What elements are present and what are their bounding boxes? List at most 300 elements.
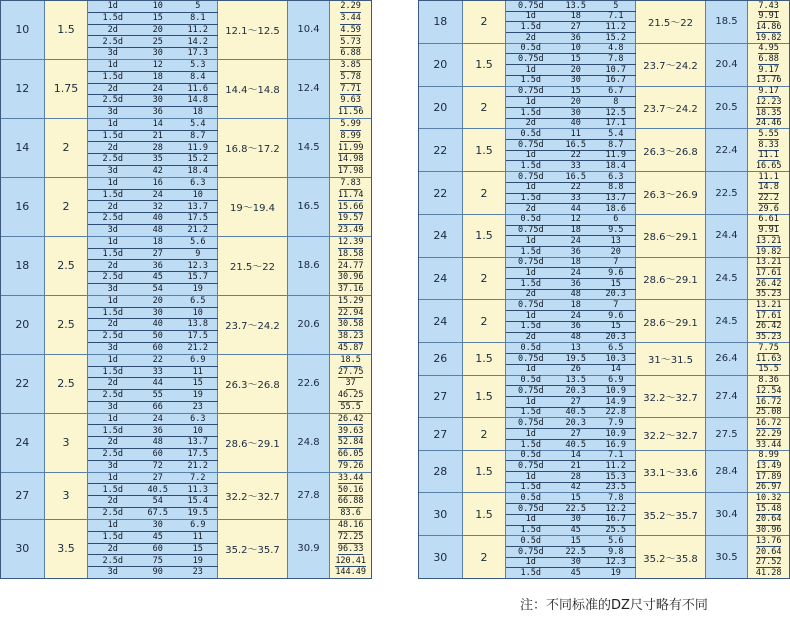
nominal-size-cell: 22 [1, 355, 45, 413]
dz-size-cell: 24.8 [288, 414, 331, 472]
depth-multiple-cell: 1d [525, 396, 536, 407]
depth-multiple-cell: 1d [525, 96, 536, 107]
depth-spec-row [88, 166, 218, 177]
nominal-size-cell: 30 [419, 493, 463, 535]
value-column [330, 1, 371, 59]
depth-length-cell: 36 [570, 246, 581, 257]
depth-length-cell: 33 [570, 161, 581, 172]
depth-value-cell: 11.2 [605, 460, 627, 471]
depth-spec-column [506, 536, 636, 578]
tolerance-range-cell: 35.2～35.7 [636, 493, 705, 535]
table-row-group [1, 473, 371, 520]
depth-multiple-cell: 2.5d [102, 272, 124, 283]
depth-length-cell: 22 [570, 182, 581, 193]
depth-spec-row [506, 76, 636, 86]
depth-spec-row [88, 107, 218, 118]
value-column [330, 178, 371, 236]
depth-length-cell: 12 [152, 60, 163, 71]
depth-value-cell: 12.3 [605, 557, 627, 568]
pitch-cell: 1.5 [463, 44, 507, 86]
depth-spec-column [88, 1, 218, 59]
depth-spec-row [506, 343, 636, 354]
depth-spec-row [88, 36, 218, 48]
depth-multiple-cell: 1d [525, 471, 536, 482]
nominal-size-cell: 30 [1, 520, 45, 578]
depth-value-cell: 10.9 [605, 428, 627, 439]
depth-length-cell: 25 [152, 36, 163, 47]
nominal-size-cell: 27 [419, 376, 463, 418]
depth-length-cell: 11 [570, 128, 581, 139]
value-cell: 83.6 [340, 508, 361, 519]
depth-spec-column [88, 237, 218, 295]
value-cell: 8.33 [758, 139, 779, 150]
depth-multiple-cell: 2d [107, 543, 118, 554]
depth-value-cell: 10.7 [605, 64, 627, 75]
depth-value-cell: 10 [192, 425, 203, 436]
dz-size-cell: 28.4 [706, 451, 749, 493]
depth-length-cell: 44 [152, 378, 163, 389]
depth-length-cell: 30 [152, 95, 163, 106]
tolerance-range-cell: 32.2～32.7 [218, 473, 287, 519]
value-cell: 9.91 [758, 11, 779, 22]
tolerance-range-cell: 28.6～29.1 [636, 258, 705, 300]
depth-spec-row [88, 532, 218, 544]
dz-size-cell: 30.9 [288, 520, 331, 578]
depth-spec-row [506, 279, 636, 290]
value-cell: 55.5 [340, 402, 361, 413]
depth-length-cell: 40.5 [565, 439, 587, 450]
depth-length-cell: 24 [152, 189, 163, 200]
value-cell: 5.99 [340, 119, 361, 130]
table-row-group [419, 87, 789, 130]
value-cell: 11.56 [337, 107, 364, 118]
depth-spec-row [506, 140, 636, 151]
value-cell: 6.88 [340, 48, 361, 59]
depth-spec-column [88, 414, 218, 472]
depth-spec-row [506, 119, 636, 129]
depth-value-cell: 23 [192, 402, 203, 413]
depth-value-cell: 8.8 [608, 182, 624, 193]
value-column [330, 473, 371, 519]
depth-length-cell: 48 [570, 289, 581, 300]
table-row-group [1, 119, 371, 178]
value-cell: 15.48 [755, 503, 782, 514]
depth-value-cell: 5.4 [608, 128, 624, 139]
dz-size-cell: 27.4 [706, 376, 749, 418]
table-row-group [1, 520, 371, 578]
depth-multiple-cell: 2d [107, 260, 118, 271]
depth-spec-column [506, 451, 636, 493]
depth-spec-row [88, 154, 218, 166]
depth-spec-row [506, 547, 636, 558]
depth-multiple-cell: 2d [525, 32, 536, 43]
value-column [748, 44, 789, 86]
depth-value-cell: 13.8 [187, 319, 209, 330]
depth-value-cell: 8.7 [608, 139, 624, 150]
depth-value-cell: 5.6 [190, 236, 206, 247]
pitch-cell: 2.5 [45, 237, 89, 295]
tolerance-range-cell: 12.1～12.5 [218, 1, 287, 59]
depth-multiple-cell: 0.5d [520, 375, 542, 386]
depth-multiple-cell: 2.5d [102, 95, 124, 106]
depth-length-cell: 24 [570, 267, 581, 278]
depth-length-cell: 28 [570, 471, 581, 482]
value-cell: 4.59 [340, 24, 361, 35]
value-cell: 22.2 [758, 193, 779, 204]
depth-multiple-cell: 0.75d [517, 418, 544, 428]
depth-multiple-cell: 2.5d [102, 449, 124, 460]
depth-spec-row [88, 284, 218, 295]
value-column [748, 536, 789, 578]
depth-value-cell: 19 [192, 390, 203, 401]
pitch-cell: 2 [463, 1, 507, 43]
value-cell: 8.99 [758, 450, 779, 461]
depth-spec-row [88, 25, 218, 37]
value-column [748, 129, 789, 171]
depth-multiple-cell: 1.5d [520, 482, 542, 493]
depth-length-cell: 19.5 [565, 353, 587, 364]
depth-value-cell: 19 [192, 555, 203, 566]
nominal-size-cell: 24 [419, 215, 463, 257]
depth-spec-row [88, 367, 218, 379]
depth-length-cell: 18 [570, 257, 581, 268]
pitch-cell: 1.5 [45, 1, 89, 59]
depth-length-cell: 15 [570, 86, 581, 97]
depth-length-cell: 60 [152, 449, 163, 460]
depth-multiple-cell: 2d [107, 24, 118, 35]
depth-length-cell: 20 [152, 295, 163, 306]
depth-multiple-cell: 1d [525, 267, 536, 278]
depth-length-cell: 24 [152, 83, 163, 94]
pitch-cell: 2.5 [45, 355, 89, 413]
nominal-size-cell: 24 [1, 414, 45, 472]
depth-length-cell: 48 [152, 437, 163, 448]
depth-value-cell: 5.3 [190, 60, 206, 71]
depth-value-cell: 20 [610, 246, 621, 257]
value-cell: 15.5 [758, 364, 779, 375]
depth-multiple-cell: 1d [107, 177, 118, 188]
depth-length-cell: 18 [570, 225, 581, 236]
table-row-group [419, 451, 789, 494]
depth-value-cell: 19 [192, 284, 203, 295]
depth-value-cell: 17.5 [187, 331, 209, 342]
depth-length-cell: 21 [152, 130, 163, 141]
depth-value-cell: 11.6 [187, 83, 209, 94]
depth-value-cell: 6.3 [190, 413, 206, 424]
depth-spec-row [506, 108, 636, 119]
depth-multiple-cell: 1d [525, 150, 536, 161]
depth-length-cell: 13 [570, 342, 581, 353]
depth-spec-row [506, 493, 636, 504]
table-row-group [419, 215, 789, 258]
depth-value-cell: 5 [195, 1, 201, 12]
depth-length-cell: 42 [570, 482, 581, 493]
depth-spec-column [506, 493, 636, 535]
depth-multiple-cell: 3d [107, 225, 118, 236]
depth-value-cell: 9.6 [608, 267, 624, 278]
depth-length-cell: 36 [152, 425, 163, 436]
depth-length-cell: 67.5 [147, 508, 169, 519]
nominal-size-cell: 18 [1, 237, 45, 295]
depth-value-cell: 8.4 [190, 71, 206, 82]
depth-spec-row [88, 567, 218, 578]
depth-length-cell: 50 [152, 331, 163, 342]
depth-value-cell: 21.2 [187, 343, 209, 354]
depth-spec-row [506, 376, 636, 387]
nominal-size-cell: 28 [419, 451, 463, 493]
nominal-size-cell: 27 [419, 418, 463, 449]
depth-value-cell: 6.3 [608, 171, 624, 182]
depth-value-cell: 13 [610, 235, 621, 246]
depth-length-cell: 40 [152, 213, 163, 224]
pitch-cell: 2 [463, 536, 507, 578]
depth-multiple-cell: 1.5d [102, 248, 124, 259]
nominal-size-cell: 30 [419, 536, 463, 578]
depth-multiple-cell: 1d [107, 60, 118, 71]
table-row-group [419, 343, 789, 375]
value-cell: 37.16 [337, 284, 364, 295]
tolerance-range-cell: 21.5～22 [218, 237, 287, 295]
depth-length-cell: 16 [152, 177, 163, 188]
depth-spec-column [88, 473, 218, 519]
depth-multiple-cell: 0.75d [517, 353, 544, 364]
table-row-group [1, 355, 371, 414]
depth-length-cell: 36 [570, 278, 581, 289]
depth-length-cell: 10 [152, 1, 163, 12]
depth-spec-row [88, 520, 218, 532]
depth-multiple-cell: 0.75d [517, 54, 544, 65]
depth-value-cell: 11.9 [605, 150, 627, 161]
depth-value-cell: 25.5 [605, 525, 627, 536]
depth-value-cell: 11 [192, 366, 203, 377]
value-column [748, 172, 789, 214]
depth-spec-column [506, 44, 636, 86]
tolerance-range-cell: 31～31.5 [636, 343, 705, 374]
depth-spec-row [506, 161, 636, 171]
depth-spec-row [506, 22, 636, 33]
depth-multiple-cell: 0.75d [517, 225, 544, 236]
depth-spec-row [506, 365, 636, 375]
table-row-group [419, 300, 789, 343]
value-cell: 41.28 [755, 567, 782, 578]
dz-size-cell: 20.5 [706, 87, 749, 129]
value-cell: 3.85 [340, 60, 361, 71]
depth-length-cell: 30 [570, 75, 581, 86]
value-cell: 13.76 [755, 535, 782, 546]
depth-multiple-cell: 1.5d [102, 366, 124, 377]
depth-length-cell: 14 [152, 119, 163, 130]
dz-size-cell: 24.5 [706, 300, 749, 342]
value-cell: 4.95 [758, 43, 779, 54]
depth-value-cell: 23 [192, 567, 203, 578]
depth-value-cell: 6.3 [190, 177, 206, 188]
table-row-group [1, 60, 371, 119]
depth-spec-column [506, 343, 636, 374]
depth-spec-row [506, 333, 636, 343]
value-cell: 12.39 [337, 236, 364, 247]
depth-spec-column [506, 418, 636, 449]
depth-length-cell: 30 [570, 557, 581, 568]
pitch-cell: 2 [463, 172, 507, 214]
value-cell: 15.29 [337, 295, 364, 306]
depth-value-cell: 7.2 [190, 472, 206, 483]
depth-spec-row [88, 84, 218, 96]
pitch-cell: 2 [463, 300, 507, 342]
depth-length-cell: 20 [570, 64, 581, 75]
nominal-size-cell: 24 [419, 300, 463, 342]
depth-multiple-cell: 1.5d [102, 189, 124, 200]
depth-spec-row [506, 12, 636, 23]
depth-multiple-cell: 2d [107, 319, 118, 330]
value-cell: 17.98 [337, 166, 364, 177]
table-row-group [1, 414, 371, 473]
depth-multiple-cell: 1.5d [520, 193, 542, 204]
depth-value-cell: 15 [610, 278, 621, 289]
depth-spec-row [88, 60, 218, 72]
depth-value-cell: 23.5 [605, 482, 627, 493]
depth-spec-row [506, 151, 636, 162]
depth-multiple-cell: 2.5d [102, 36, 124, 47]
value-cell: 30.96 [755, 525, 782, 536]
depth-spec-row [88, 461, 218, 472]
depth-length-cell: 18 [570, 11, 581, 22]
depth-spec-row [506, 418, 636, 429]
dz-size-cell: 22.5 [706, 172, 749, 214]
depth-value-cell: 15 [610, 321, 621, 332]
depth-value-cell: 9.6 [608, 310, 624, 321]
nominal-size-cell: 14 [1, 119, 45, 177]
depth-length-cell: 32 [152, 201, 163, 212]
depth-length-cell: 20.3 [565, 418, 587, 428]
depth-multiple-cell: 1d [107, 354, 118, 365]
depth-length-cell: 13.5 [565, 0, 587, 11]
depth-length-cell: 36 [570, 321, 581, 332]
value-cell: 5.55 [758, 128, 779, 139]
depth-value-cell: 14 [610, 364, 621, 375]
nominal-size-cell: 24 [419, 258, 463, 300]
depth-multiple-cell: 1d [525, 310, 536, 321]
depth-spec-row [88, 473, 218, 485]
depth-length-cell: 45 [152, 531, 163, 542]
depth-length-cell: 15 [570, 493, 581, 504]
depth-spec-row [506, 290, 636, 300]
depth-multiple-cell: 0.75d [517, 300, 544, 311]
depth-spec-row [506, 215, 636, 226]
tolerance-range-cell: 23.7～24.2 [636, 87, 705, 129]
depth-spec-row [88, 1, 218, 13]
depth-spec-row [88, 496, 218, 508]
depth-multiple-cell: 1d [525, 428, 536, 439]
tolerance-range-cell: 32.2～32.7 [636, 376, 705, 418]
depth-length-cell: 15 [152, 12, 163, 23]
value-column [330, 237, 371, 295]
depth-value-cell: 14.8 [187, 95, 209, 106]
depth-multiple-cell: 2.5d [102, 508, 124, 519]
depth-spec-row [506, 397, 636, 408]
value-column [748, 87, 789, 129]
dz-size-cell: 27.5 [706, 418, 749, 449]
depth-spec-row [506, 129, 636, 140]
depth-length-cell: 20.3 [565, 385, 587, 396]
table-row-group [419, 1, 789, 44]
value-cell: 26.97 [755, 482, 782, 493]
pitch-cell: 2 [463, 87, 507, 129]
depth-spec-row [506, 1, 636, 12]
depth-value-cell: 11.2 [187, 24, 209, 35]
depth-multiple-cell: 3d [107, 48, 118, 59]
depth-value-cell: 6 [613, 214, 619, 225]
value-cell: 72.25 [337, 531, 364, 542]
depth-multiple-cell: 1d [525, 514, 536, 525]
depth-multiple-cell: 2.5d [102, 390, 124, 401]
dz-size-cell: 30.5 [706, 536, 749, 578]
value-column [330, 60, 371, 118]
depth-value-cell: 18.4 [605, 161, 627, 172]
depth-value-cell: 11 [192, 531, 203, 542]
tolerance-range-cell: 23.7～24.2 [218, 296, 287, 354]
value-cell: 3.44 [340, 12, 361, 23]
depth-multiple-cell: 3d [107, 343, 118, 354]
depth-multiple-cell: 1.5d [102, 71, 124, 82]
depth-multiple-cell: 2d [525, 289, 536, 300]
depth-value-cell: 8.1 [190, 12, 206, 23]
depth-value-cell: 14.9 [605, 396, 627, 407]
depth-value-cell: 15 [192, 378, 203, 389]
value-cell: 45.87 [337, 343, 364, 354]
depth-spec-row [506, 461, 636, 472]
depth-multiple-cell: 1.5d [102, 130, 124, 141]
depth-value-cell: 11.2 [605, 21, 627, 32]
value-cell: 13.21 [755, 235, 782, 246]
nominal-size-cell: 18 [419, 1, 463, 43]
depth-length-cell: 30 [152, 307, 163, 318]
depth-length-cell: 27 [152, 248, 163, 259]
pitch-cell: 2 [45, 178, 89, 236]
table-row-group [1, 296, 371, 355]
depth-multiple-cell: 2d [107, 496, 118, 507]
depth-spec-row [506, 472, 636, 483]
value-cell: 11.1 [758, 150, 779, 161]
depth-spec-row [88, 13, 218, 25]
depth-length-cell: 21 [570, 460, 581, 471]
value-cell: 7.83 [340, 177, 361, 188]
depth-spec-row [88, 555, 218, 567]
depth-spec-row [88, 225, 218, 236]
tolerance-range-cell: 26.3～26.8 [636, 129, 705, 171]
value-cell: 13.21 [755, 257, 782, 268]
depth-length-cell: 28 [152, 142, 163, 153]
tolerance-range-cell: 26.3～26.9 [636, 172, 705, 214]
depth-value-cell: 12.2 [605, 503, 627, 514]
depth-multiple-cell: 1d [107, 295, 118, 306]
depth-multiple-cell: 0.5d [520, 535, 542, 546]
depth-length-cell: 15 [570, 54, 581, 65]
value-column [748, 300, 789, 342]
depth-value-cell: 7.1 [608, 11, 624, 22]
tolerance-range-cell: 23.7～24.2 [636, 44, 705, 86]
value-cell: 27.75 [337, 366, 364, 377]
dz-size-cell: 30.4 [706, 493, 749, 535]
depth-length-cell: 35 [152, 154, 163, 165]
nominal-size-cell: 16 [1, 178, 45, 236]
value-cell: 14.8 [758, 182, 779, 193]
table-row-group [419, 44, 789, 87]
depth-spec-row [88, 237, 218, 249]
depth-multiple-cell: 2d [525, 332, 536, 343]
depth-spec-row [506, 429, 636, 440]
depth-length-cell: 12 [570, 214, 581, 225]
value-column [748, 451, 789, 493]
